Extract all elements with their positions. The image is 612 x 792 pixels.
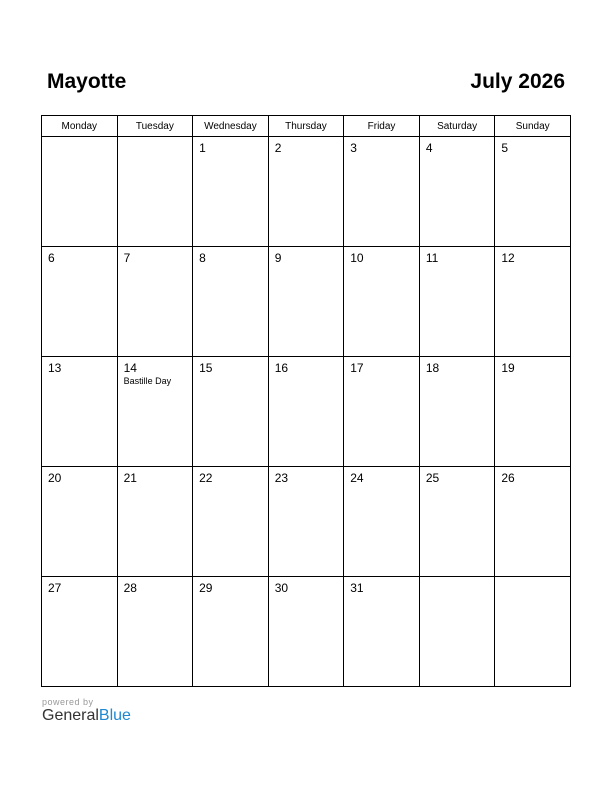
powered-by-text: powered by — [42, 697, 94, 707]
holiday-label — [420, 485, 495, 486]
day-number: 3 — [350, 141, 357, 155]
holiday-label — [118, 595, 193, 596]
holiday-label — [344, 595, 419, 596]
day-number: 25 — [425, 471, 440, 485]
day-number: 10 — [350, 251, 364, 265]
holiday-label — [42, 485, 117, 486]
day-cell — [117, 467, 193, 577]
day-number: 7 — [123, 251, 131, 265]
holiday-label — [269, 375, 344, 376]
day-number: 1 — [199, 141, 206, 155]
holiday-label — [42, 265, 117, 266]
holiday-label — [269, 595, 344, 596]
holiday-label — [269, 485, 344, 486]
weekday-header: Thursday — [268, 116, 344, 137]
day-cell — [344, 357, 420, 467]
holiday-label — [495, 485, 570, 486]
footer-branding — [42, 697, 131, 725]
week-row — [42, 137, 571, 247]
day-cell — [419, 577, 495, 687]
holiday-label — [269, 155, 344, 156]
day-cell — [117, 137, 193, 247]
holiday-label — [193, 595, 268, 596]
week-row — [42, 357, 571, 467]
day-cell — [117, 357, 193, 467]
day-cell — [193, 577, 269, 687]
day-cell — [42, 467, 118, 577]
day-cell — [495, 577, 571, 687]
weekday-header: Sunday — [495, 116, 571, 137]
day-cell — [42, 247, 118, 357]
day-cell — [117, 577, 193, 687]
day-cell — [344, 247, 420, 357]
weekday-header: Tuesday — [117, 116, 193, 137]
holiday-label — [42, 595, 117, 596]
day-cell — [42, 577, 118, 687]
holiday-label — [420, 155, 495, 156]
calendar-header — [41, 70, 571, 100]
day-number: 26 — [501, 471, 515, 485]
week-row — [42, 467, 571, 577]
day-number: 27 — [48, 581, 62, 595]
day-number: 15 — [199, 361, 213, 375]
day-number: 13 — [48, 361, 62, 375]
day-cell — [117, 247, 193, 357]
holiday-label — [118, 485, 193, 486]
country-title: Mayotte — [47, 70, 127, 93]
calendar-grid — [41, 115, 571, 687]
holiday-label — [420, 581, 495, 582]
holiday-label — [118, 265, 193, 266]
day-cell — [193, 247, 269, 357]
day-number: 19 — [501, 361, 515, 375]
holiday-label — [495, 375, 570, 376]
holiday-label — [344, 265, 419, 266]
day-number: 29 — [199, 581, 213, 595]
holiday-label — [193, 265, 268, 266]
day-number: 24 — [350, 471, 364, 485]
day-number: 8 — [199, 251, 206, 265]
day-number: 6 — [48, 251, 55, 265]
day-number: 28 — [123, 581, 137, 595]
brand-general-text: General — [42, 707, 99, 724]
day-cell — [419, 137, 495, 247]
month-year-title: July 2026 — [470, 70, 565, 93]
holiday-label — [118, 141, 193, 142]
day-number: 4 — [425, 141, 433, 155]
day-cell — [344, 137, 420, 247]
day-cell — [495, 247, 571, 357]
day-number: 11 — [425, 251, 439, 265]
day-cell — [193, 137, 269, 247]
day-cell — [268, 357, 344, 467]
holiday-label — [495, 265, 570, 266]
day-number: 21 — [123, 471, 137, 485]
day-cell — [268, 247, 344, 357]
weekday-header: Wednesday — [193, 116, 269, 137]
day-cell — [419, 357, 495, 467]
holiday-label — [420, 375, 495, 376]
day-cell — [344, 577, 420, 687]
day-number: 23 — [274, 471, 289, 485]
holiday-label — [193, 485, 268, 486]
holiday-label — [344, 375, 419, 376]
day-number: 20 — [48, 471, 62, 485]
day-number: 12 — [501, 251, 515, 265]
week-row — [42, 577, 571, 687]
holiday-label — [42, 141, 117, 142]
day-cell — [42, 137, 118, 247]
day-cell — [268, 577, 344, 687]
day-number: 18 — [425, 361, 440, 375]
weekday-header: Friday — [344, 116, 420, 137]
holiday-label — [420, 265, 495, 266]
week-row — [42, 247, 571, 357]
holiday-label — [495, 581, 570, 582]
weekday-header: Monday — [42, 116, 118, 137]
holiday-label — [344, 485, 419, 486]
day-cell — [344, 467, 420, 577]
holiday-label — [269, 265, 344, 266]
day-number: 14 — [123, 361, 137, 375]
holiday-label — [344, 155, 419, 156]
weekday-header-row — [42, 116, 571, 137]
holiday-label — [42, 375, 117, 376]
day-number: 30 — [274, 581, 289, 595]
holiday-label — [193, 155, 268, 156]
holiday-label: Bastille Day — [123, 376, 172, 386]
day-number: 17 — [350, 361, 364, 375]
day-number: 31 — [350, 581, 364, 595]
day-cell — [193, 357, 269, 467]
generalblue-logo[interactable] — [42, 707, 131, 725]
day-cell — [42, 357, 118, 467]
day-cell — [419, 247, 495, 357]
holiday-label — [193, 375, 268, 376]
day-cell — [495, 137, 571, 247]
day-number: 22 — [199, 471, 213, 485]
day-cell — [495, 357, 571, 467]
day-number: 2 — [274, 141, 282, 155]
day-cell — [268, 467, 344, 577]
day-number: 16 — [274, 361, 289, 375]
day-cell — [268, 137, 344, 247]
day-number: 5 — [501, 141, 509, 155]
brand-blue-text: Blue — [98, 707, 131, 724]
weekday-header: Saturday — [419, 116, 495, 137]
day-cell — [193, 467, 269, 577]
day-cell — [495, 467, 571, 577]
day-number: 9 — [274, 251, 282, 265]
holiday-label — [495, 155, 570, 156]
day-cell — [419, 467, 495, 577]
